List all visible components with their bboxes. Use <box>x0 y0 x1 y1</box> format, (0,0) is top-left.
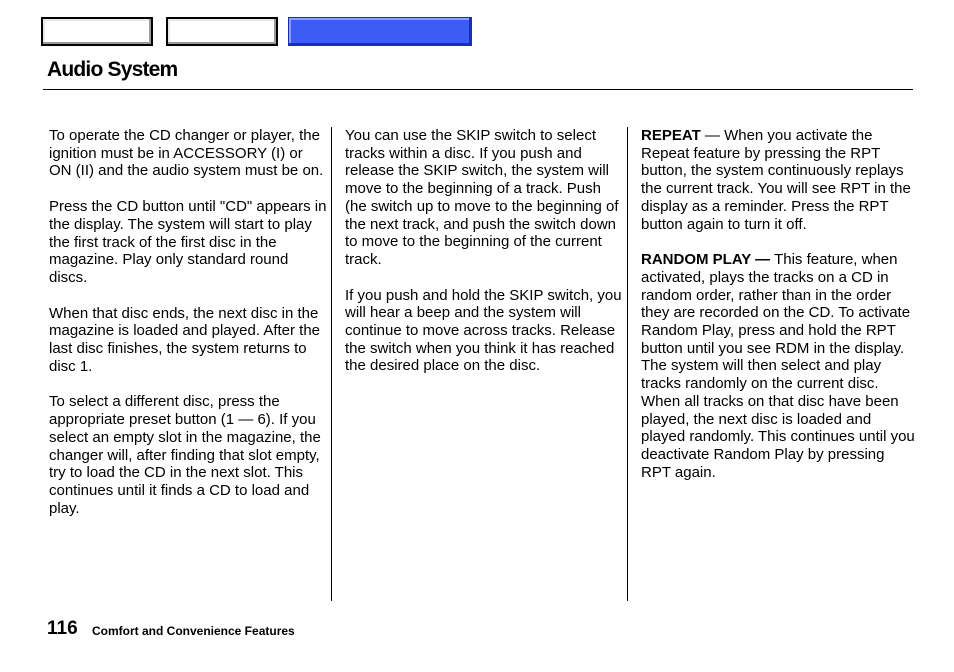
paragraph: To operate the CD changer or player, the ignition must be in ACCESSORY (I) or ON (II) and the audio system must be on. <box>49 127 324 180</box>
paragraph: When that disc ends, the next disc in the magazine is loaded and played. After the last disc finishes, the system returns to disc 1. <box>49 304 321 375</box>
random-play-paragraph <box>641 251 917 481</box>
title-divider <box>43 89 913 90</box>
section-name: Comfort and Convenience Features <box>92 624 295 638</box>
repeat-term: REPEAT <box>641 127 701 144</box>
text-column-2 <box>345 127 623 393</box>
repeat-text: — When you activate the Repeat feature by pressing the RPT button, the system continuously replays the current track. You will see RPT in the display as a reminder. Press the RPT button again to turn it off. <box>641 127 911 233</box>
paragraph: You can use the SKIP switch to select tracks within a disc. If you push and release the SKIP switch, the system will move to the beginning of a track. Push (he switch up to move to the beginning of the next track, and push the switch down to move to the beginning of the current track. <box>345 127 619 268</box>
repeat-paragraph <box>641 127 917 233</box>
nav-button-1[interactable] <box>41 17 153 46</box>
paragraph: Press the CD button until "CD" appears in the display. The system will start to play the first track of the first disc in the magazine. Play only standard round discs. <box>49 198 327 286</box>
random-play-text: This feature, when activated, plays the tracks on a CD in random order, rather than in the order they are recorded on the CD. To activate Random Play, press and hold the RPT button until you see RDM in the display. The system will then select and play tracks randomly on the current disc. When all tracks on that disc have been played, the next disc is loaded and played randomly. This continues until you deactivate Random Play by pressing RPT again. <box>641 251 915 481</box>
text-column-3 <box>641 127 917 499</box>
text-column-1 <box>49 127 327 535</box>
page-title: Audio System <box>47 58 178 81</box>
nav-button-2[interactable] <box>166 17 278 46</box>
nav-button-3[interactable] <box>288 17 472 46</box>
random-play-term: RANDOM PLAY — <box>641 251 771 269</box>
paragraph: If you push and hold the SKIP switch, you will hear a beep and the system will continue to move across tracks. Release the switch when you think it has reached the desired place on the disc. <box>345 286 622 375</box>
column-divider <box>331 127 332 601</box>
page-number: 116 <box>47 618 78 639</box>
column-divider <box>627 127 628 601</box>
paragraph: To select a different disc, press the appropriate preset button (1 — 6). If you select an empty slot in the magazine, the changer will, after finding that slot empty, try to load the CD in the next slot. This continues until it finds a CD to load and play. <box>49 393 321 517</box>
